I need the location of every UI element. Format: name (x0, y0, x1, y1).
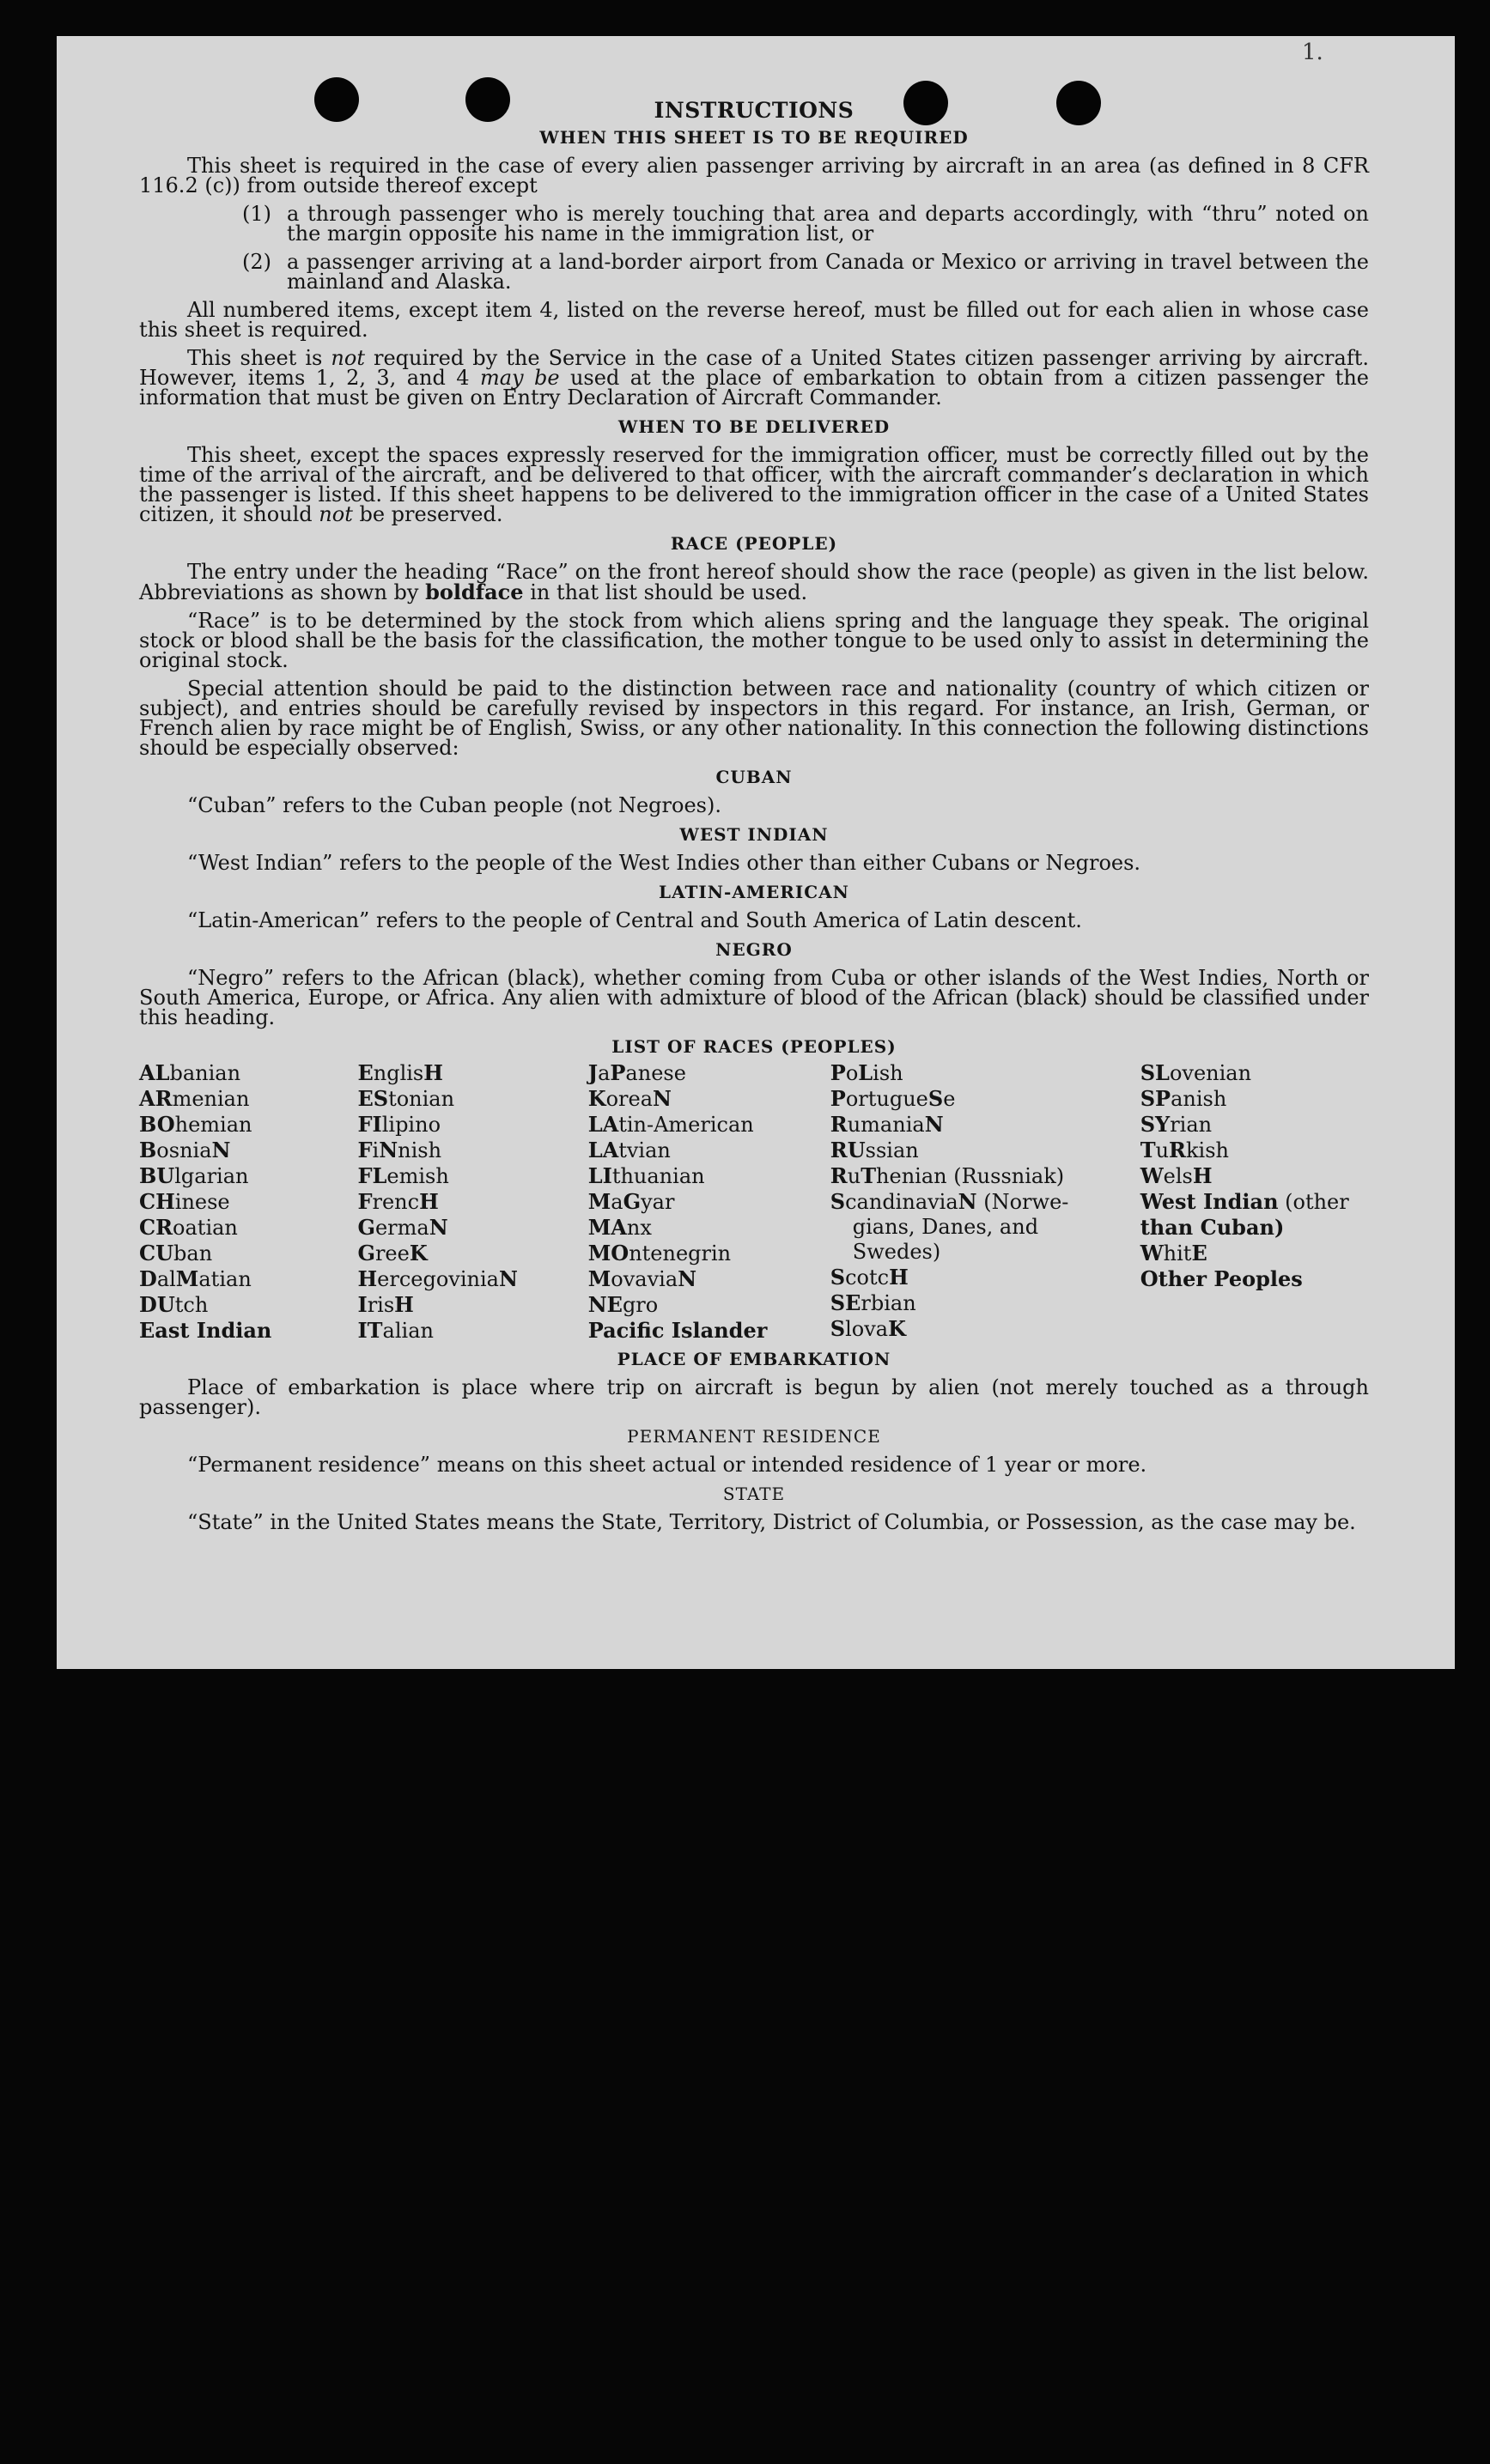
race-entry: FrencH (357, 1189, 439, 1214)
paragraph: Place of embarkation is place where trip on aircraft is begun by alien (not merely touched as a through passenger). (139, 1375, 1369, 1419)
race-entry: FiNnish (357, 1138, 442, 1162)
race-entry: West Indian (other (1140, 1189, 1349, 1214)
race-entry: BUlgarian (139, 1163, 249, 1188)
races-column (588, 1060, 830, 1344)
race-entry: LAtin-American (587, 1112, 754, 1137)
race-entry: GreeK (357, 1241, 428, 1265)
heading-permanent-residence: PERMANENT RESIDENCE (627, 1426, 881, 1447)
race-entry: MaGyar (587, 1189, 675, 1214)
races-list (139, 1060, 1369, 1344)
race-entry: DUtch (139, 1292, 209, 1317)
paragraph: This sheet, except the spaces expressly reserved for the immigration officer, must be correctly filled out by the time of the arrival of the aircraft, and be delivered to that officer, with the aircraft commander’s declaration in which the passenger is listed. If this sheet happens to be delivered to the immigration officer in the case of a United States citizen, it should not be preserved. (139, 443, 1369, 526)
heading-negro: NEGRO (715, 939, 793, 960)
paragraph: The entry under the heading “Race” on the front hereof should show the race (people) as given in the list below. Abbreviations as shown by boldface in that list should be used. (139, 560, 1369, 604)
race-entry: gians, Danes, and (852, 1215, 1039, 1239)
race-entry: MOntenegrin (587, 1241, 732, 1265)
paragraph: “Cuban” refers to the Cuban people (not Negroes). (187, 793, 721, 817)
race-entry: MAnx (587, 1215, 652, 1240)
document-body (139, 98, 1369, 1541)
races-column (139, 1060, 357, 1344)
race-entry: ITalian (357, 1318, 434, 1343)
paragraph: “State” in the United States means the State, Territory, District of Columbia, or Possession, as the case may be. (187, 1510, 1356, 1534)
race-entry: CHinese (139, 1189, 230, 1214)
item-text: a through passenger who is merely touching that area and departs accordingly, with “thru” noted on the margin opposite his name in the immigration list, or (287, 202, 1369, 246)
page-mark: 1. (1302, 39, 1323, 65)
race-entry: MovaviaN (587, 1266, 697, 1291)
race-entry: EnglisH (357, 1060, 443, 1085)
heading-when-required: WHEN THIS SHEET IS TO BE REQUIRED (539, 127, 969, 148)
heading-embarkation: PLACE OF EMBARKATION (617, 1349, 891, 1369)
race-entry: GermaN (357, 1215, 448, 1240)
race-entry: CUban (139, 1241, 213, 1265)
race-entry: BosniaN (139, 1138, 231, 1162)
item-number: (1) (242, 202, 271, 226)
list-item (139, 204, 1369, 244)
race-entry: IrisH (357, 1292, 414, 1317)
race-entry: East Indian (139, 1318, 272, 1343)
races-column (357, 1060, 587, 1344)
race-entry: than Cuban) (1140, 1215, 1285, 1240)
list-item (139, 252, 1369, 292)
race-entry: LAtvian (587, 1138, 671, 1162)
race-entry: CRoatian (139, 1215, 238, 1240)
paragraph: “Negro” refers to the African (black), whether coming from Cuba or other islands of the West Indies, North or South America, Europe, or Africa. Any alien with admixture of blood of the African (black) should be classified under this heading. (139, 966, 1369, 1029)
race-entry: ALbanian (139, 1060, 241, 1085)
race-entry: DalMatian (139, 1266, 252, 1291)
races-column (1140, 1060, 1369, 1344)
race-entry: Other Peoples (1140, 1266, 1303, 1291)
scanner-background (0, 1669, 1490, 2464)
race-entry: ARmenian (139, 1086, 250, 1111)
page-title: INSTRUCTIONS (654, 98, 854, 123)
paragraph: Special attention should be paid to the distinction between race and nationality (country of which citizen or subject), and entries should be carefully revised by inspectors in this regard. For instance, an Irish, German, or French alien by race might be of English, Swiss, or any other nationality. In this connection the following distinctions should be especially observed: (139, 677, 1369, 760)
race-entry: EStonian (357, 1086, 455, 1111)
heading-west-indian: WEST INDIAN (679, 824, 829, 845)
paragraph: “Permanent residence” means on this sheet actual or intended residence of 1 year or more. (187, 1453, 1147, 1477)
heading-state: STATE (722, 1484, 786, 1504)
heading-list-of-races: LIST OF RACES (PEOPLES) (611, 1036, 897, 1057)
heading-when-delivered: WHEN TO BE DELIVERED (617, 416, 891, 437)
race-entry: HercegoviniaN (357, 1266, 518, 1291)
paragraph: This sheet is required in the case of every alien passenger arriving by aircraft in an area (as defined in 8 CFR 116.2 (c)) from outside thereof except (139, 154, 1369, 197)
race-entry: SPanish (1140, 1086, 1227, 1111)
race-entry: RuThenian (Russniak) (830, 1163, 1065, 1188)
paragraph: This sheet is not required by the Service in the case of a United States citizen passenger arriving by aircraft. However, items 1, 2, 3, and 4 may be used at the place of embarkation to obtain from a citizen passenger the information that must be given on Entry Declaration of Aircraft Commander. (139, 346, 1369, 410)
paragraph: “Latin-American” refers to the people of Central and South America of Latin descent. (187, 908, 1082, 932)
race-entry: FIlipino (357, 1112, 441, 1137)
item-text: a passenger arriving at a land-border airport from Canada or Mexico or arriving in travel between the mainland and Alaska. (287, 250, 1369, 294)
race-entry: SYrian (1140, 1112, 1213, 1137)
race-entry: PortugueSe (830, 1086, 956, 1111)
race-entry: Swedes) (852, 1240, 941, 1264)
paragraph: “Race” is to be determined by the stock from which aliens spring and the language they speak. The original stock or blood shall be the basis for the classification, the mother tongue to be used only to assist in determining the original stock. (139, 609, 1369, 672)
race-entry: PoLish (830, 1060, 903, 1085)
paragraph: All numbered items, except item 4, listed on the reverse hereof, must be filled out for each alien in whose case this sheet is required. (139, 298, 1369, 342)
race-entry: SLovenian (1140, 1060, 1252, 1085)
race-entry: KoreaN (587, 1086, 672, 1111)
race-entry: FLemish (357, 1163, 449, 1188)
race-entry: JaPanese (587, 1060, 686, 1085)
race-entry: ScotcH (830, 1265, 909, 1290)
race-entry: LIthuanian (587, 1163, 705, 1188)
races-column (830, 1060, 1140, 1344)
item-number: (2) (242, 250, 271, 274)
heading-cuban: CUBAN (715, 767, 793, 787)
race-entry: SlovaK (830, 1316, 906, 1341)
race-entry: ScandinaviaN (Norwe- (830, 1189, 1069, 1214)
paragraph: “West Indian” refers to the people of the West Indies other than either Cubans or Negroes. (187, 851, 1141, 875)
race-entry: WelsH (1140, 1163, 1213, 1188)
race-entry: RumaniaN (830, 1112, 944, 1137)
race-entry: SErbian (830, 1290, 916, 1315)
race-entry: TuRkish (1140, 1138, 1229, 1162)
heading-race: RACE (PEOPLE) (670, 533, 838, 554)
heading-latin-american: LATIN-AMERICAN (659, 882, 849, 902)
race-entry: BOhemian (139, 1112, 252, 1137)
race-entry: RUssian (830, 1138, 919, 1162)
race-entry: NEgro (587, 1292, 659, 1317)
race-entry: Pacific Islander (587, 1318, 768, 1343)
race-entry: WhitE (1140, 1241, 1207, 1265)
document-sheet (57, 36, 1455, 1669)
